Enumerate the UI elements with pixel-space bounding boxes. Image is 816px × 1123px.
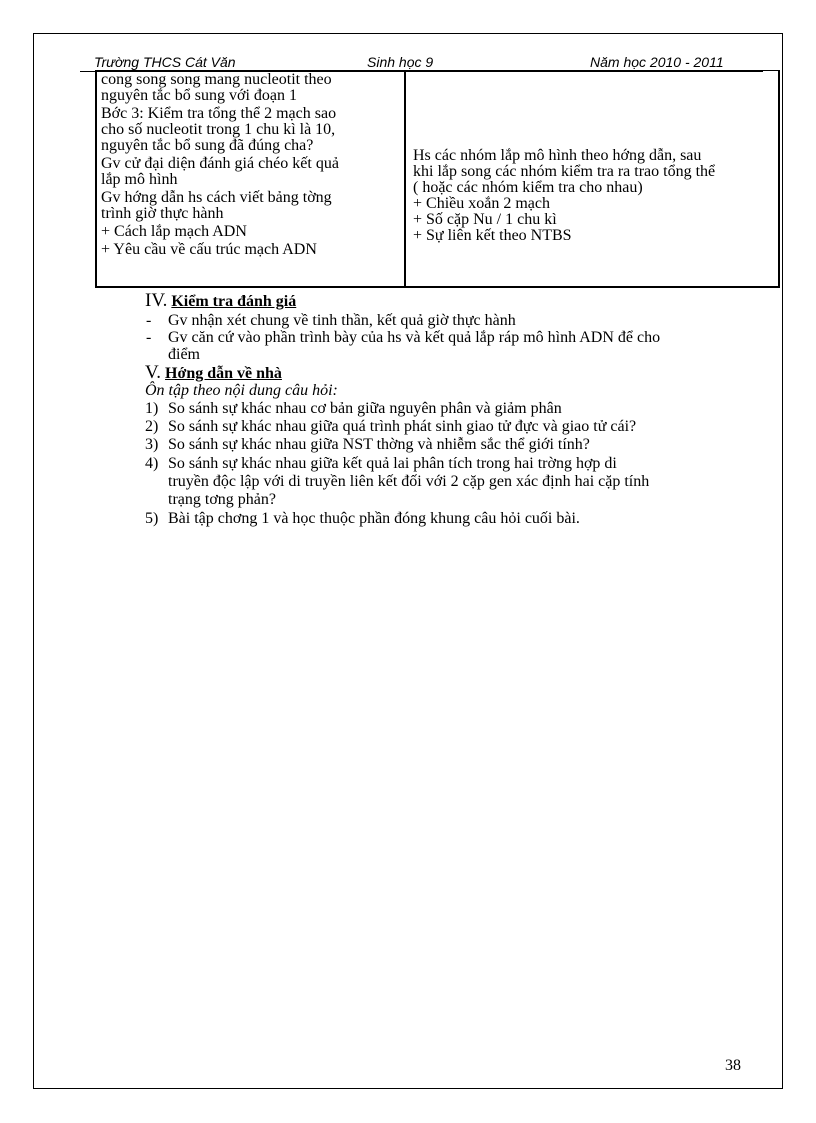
student-line: ( hoặc các nhóm kiểm tra cho nhau) (413, 179, 643, 196)
student-line: + Sự liên kết theo NTBS (413, 227, 572, 244)
teacher-line: + Cách lắp mạch ADN (101, 223, 247, 240)
review-item: So sánh sự khác nhau giữa NST thờng và nhiễm sắc thể giới tính? (168, 436, 590, 453)
review-intro: Ôn tập theo nội dung câu hỏi: (145, 382, 338, 399)
teacher-line: Bớc 3: Kiểm tra tổng thể 2 mạch sao (101, 105, 337, 122)
item-number: 4) (145, 455, 159, 472)
teacher-line: Gv hớng dẫn hs cách viết bảng tờng (101, 189, 332, 206)
bullet-dash: - (146, 329, 152, 346)
header-year: Năm học 2010 - 2011 (590, 54, 724, 70)
teacher-line: trình giờ thực hành (101, 205, 224, 222)
section-4-number: IV. (145, 290, 168, 311)
teacher-activity-cell (101, 72, 401, 258)
table-column-divider (404, 71, 406, 286)
student-line: khi lắp song các nhóm kiểm tra ra trao tổng thể (413, 163, 716, 180)
bullet-item: Gv căn cứ vào phần trình bày của hs và kết quả lắp ráp mô hình ADN để cho (168, 329, 661, 346)
review-item: So sánh sự khác nhau giữa kết quả lai phân tích trong hai trờng hợp di (168, 455, 617, 472)
bullet-item-continuation: điểm (168, 346, 200, 363)
teacher-line: lắp mô hình (101, 171, 178, 188)
activity-table (95, 70, 780, 288)
bullet-dash: - (146, 312, 152, 329)
section-5-number: V. (145, 362, 162, 383)
item-number: 3) (145, 436, 159, 453)
review-item-continuation: trạng tơng phản? (168, 491, 276, 508)
teacher-line: + Yêu cầu về cấu trúc mạch ADN (101, 241, 317, 258)
student-line: + Chiều xoắn 2 mạch (413, 195, 550, 212)
student-line: Hs các nhóm lắp mô hình theo hớng dẫn, sau (413, 147, 702, 164)
item-number: 1) (145, 400, 159, 417)
teacher-line: nguyên tắc bổ sung với đoạn 1 (101, 87, 297, 104)
student-activity-cell (413, 148, 775, 244)
header-subject: Sinh học 9 (367, 54, 434, 70)
student-line: + Số cặp Nu / 1 chu kì (413, 211, 557, 228)
teacher-line: cong song song mang nucleotit theo (101, 71, 332, 88)
section-4-heading (145, 292, 296, 310)
section-5-heading (145, 364, 282, 382)
header-school: Trường THCS Cát Văn (94, 54, 236, 70)
review-item: So sánh sự khác nhau giữa quá trình phát sinh giao tử đực và giao tử cái? (168, 418, 637, 435)
page-number: 38 (725, 1057, 741, 1074)
review-item-continuation: truyền độc lập với di truyền liên kết đối với 2 cặp gen xác định hai cặp tính (168, 473, 650, 490)
section-5-title: Hớng dẫn về nhà (165, 365, 282, 382)
review-item: So sánh sự khác nhau cơ bản giữa nguyên phân và giảm phân (168, 400, 562, 417)
section-4-title: Kiểm tra đánh giá (171, 293, 297, 310)
item-number: 5) (145, 510, 159, 527)
bullet-item: Gv nhận xét chung về tinh thần, kết quả giờ thực hành (168, 312, 516, 329)
item-number: 2) (145, 418, 159, 435)
teacher-line: Gv cử đại diện đánh giá chéo kết quả (101, 155, 339, 172)
teacher-line: nguyên tắc bổ sung đã đúng cha? (101, 137, 314, 154)
teacher-line: cho số nucleotit trong 1 chu kì là 10, (101, 121, 336, 138)
review-item: Bài tập chơng 1 và học thuộc phần đóng khung câu hỏi cuối bài. (168, 510, 580, 527)
